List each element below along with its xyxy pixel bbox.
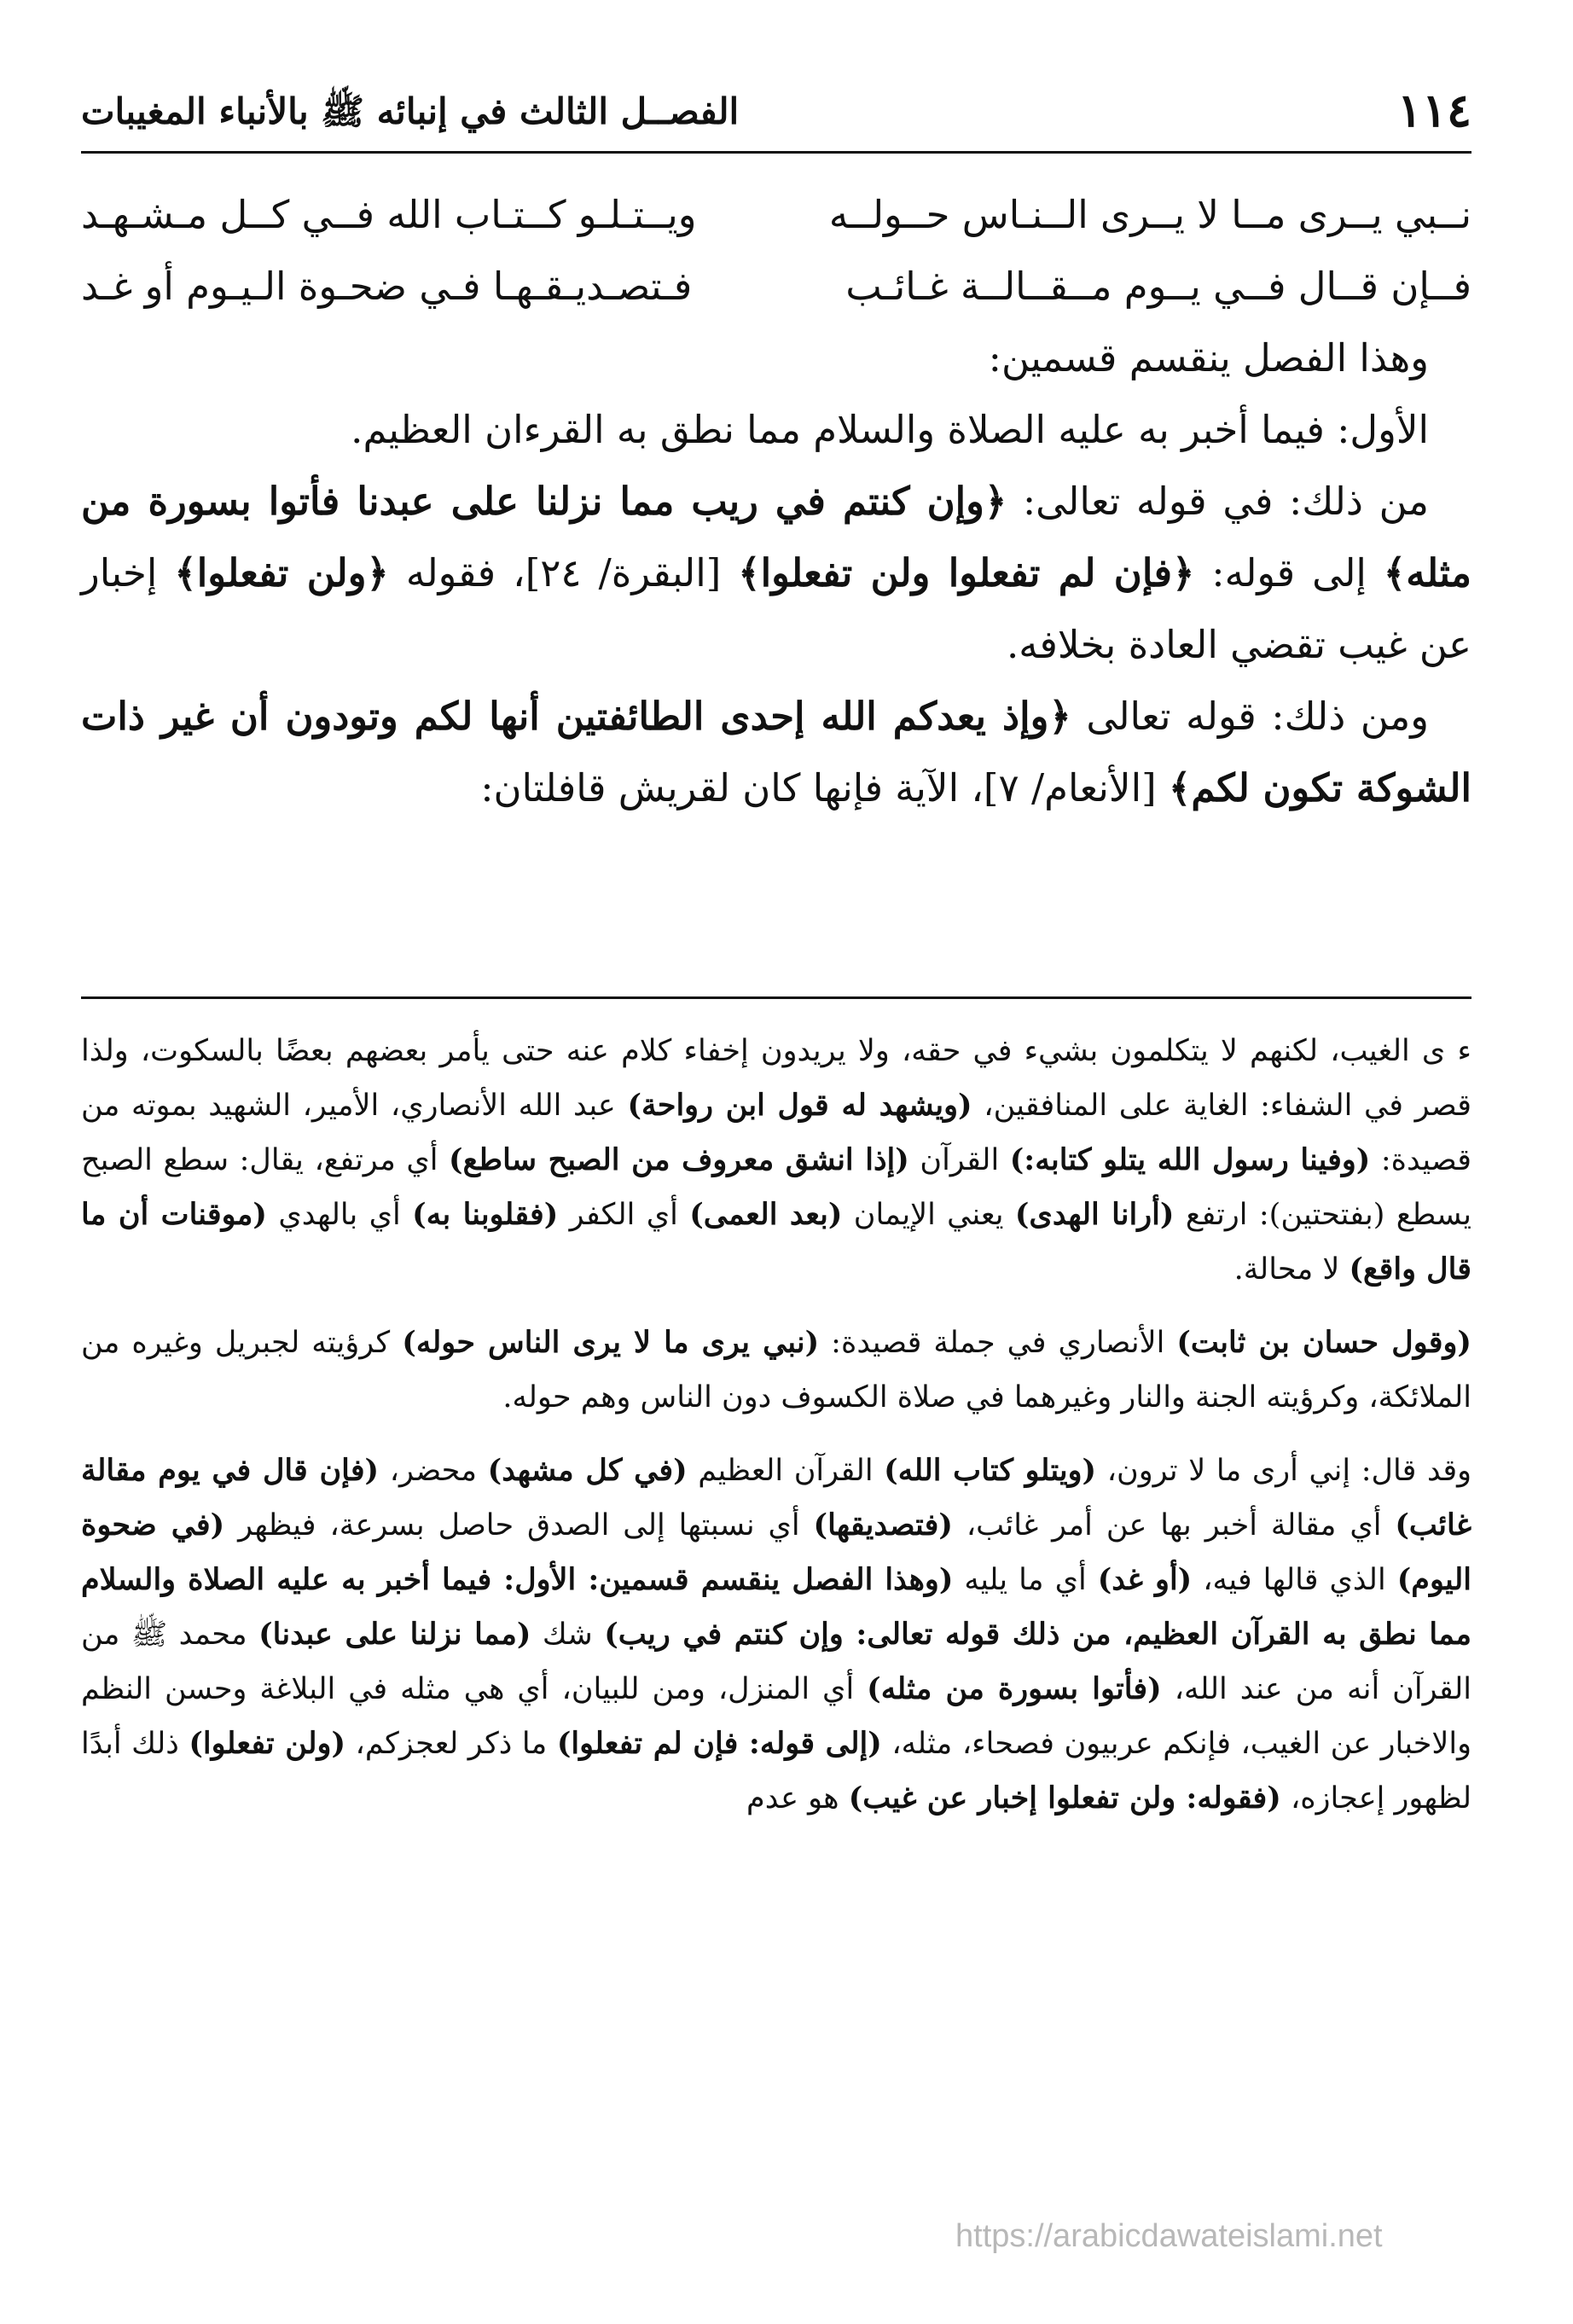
text-run: كرؤيته لجبريل وغيره من الملائكة، وكرؤيته الجنة والنار وغيرهما في صلاة الكسوف دون الناس وهم حوله. bbox=[81, 1326, 1471, 1415]
text-run: ء ى الغيب، لكنهم لا يتكلمون بشيء في حقه، ولا يريدون إخفاء كلام عنه حتى يأمر بعضهم بعضًا بالسكوت، ولذا قصر في الشفاء: الغاية على المنافقين، bbox=[81, 1034, 1472, 1123]
quoted-phrase: (ولن تفعلوا) bbox=[189, 1726, 346, 1761]
text-run: أي بالهدي bbox=[266, 1198, 413, 1232]
commentary-notes bbox=[81, 1024, 1471, 1845]
quoted-phrase: (أرانا الهدى) bbox=[1014, 1197, 1175, 1232]
source-watermark: https://arabicdawateislami.net bbox=[955, 2218, 1383, 2254]
paragraph-anfal bbox=[81, 681, 1471, 824]
quoted-phrase: (بعد العمى) bbox=[689, 1197, 843, 1232]
quran-quote: ﴿فإن لم تفعلوا ولن تفعلوا﴾ bbox=[738, 550, 1195, 596]
quoted-phrase: (فأتوا بسورة من مثله) bbox=[867, 1671, 1162, 1706]
text-run: [الأنعام/ ٧]، الآية فإنها كان لقريش قافلتان: bbox=[480, 765, 1169, 810]
quoted-phrase: (وهذا الفصل ينقسم قسمين: الأول: فيما أخبر به عليه الصلاة والسلام مما نطق به القرآن العظيم، من ذلك قوله تعالى: وإن كنتم في ريب) bbox=[81, 1562, 1471, 1652]
paragraph-intro: وهذا الفصل ينقسم قسمين: bbox=[988, 335, 1429, 381]
quran-quote: ﴿وإذ يعدكم الله إحدى الطائفتين أنها لكم وتودون أن غير ذات الشوكة تكون لكم﴾ bbox=[81, 694, 1471, 810]
quoted-phrase: (فإن قال في يوم مقالة غائب) bbox=[81, 1453, 1472, 1543]
quoted-phrase: (وقول حسان بن ثابت) bbox=[1176, 1325, 1471, 1360]
text-run: الأنصاري في جملة قصيدة: bbox=[819, 1326, 1177, 1360]
text-run: شك bbox=[531, 1618, 605, 1652]
quoted-phrase: (موقنات أن ما قال واقع) bbox=[81, 1197, 1471, 1287]
text-run: القرآن bbox=[908, 1143, 1010, 1177]
quoted-phrase: (فتصديقها) bbox=[813, 1508, 953, 1543]
text-run: يعني الإيمان bbox=[842, 1198, 1015, 1232]
verse-hemistich-second: ويــتـلـو كــتـاب الله فــي كــل مـشـهـد bbox=[81, 192, 697, 237]
text-run: أي الكفر bbox=[558, 1198, 690, 1232]
text-run: وقد قال: إني أرى ما لا ترون، bbox=[1096, 1454, 1471, 1488]
text-run: إلى قوله: bbox=[1194, 550, 1384, 596]
text-run: ذلك أبدًا لظهور إعجازه، bbox=[81, 1727, 1471, 1816]
text-run: أي مرتفع، يقال: سطع الصبح يسطع (بفتحتين): ارتفع bbox=[81, 1143, 1472, 1232]
paragraph-baqarah bbox=[81, 466, 1471, 681]
page-header bbox=[81, 81, 1471, 154]
text-run: ومن ذلك: قوله تعالى bbox=[1071, 694, 1429, 739]
text-run: أي ما يليه bbox=[953, 1563, 1098, 1597]
quoted-phrase: (في كل مشهد) bbox=[487, 1453, 688, 1488]
text-run: أي نسبتها إلى الصدق حاصل بسرعة، فيظهر bbox=[224, 1508, 814, 1543]
quoted-phrase: (فقلوبنا به) bbox=[412, 1197, 559, 1232]
quoted-phrase: (إلى قوله: فإن لم تفعلوا) bbox=[556, 1726, 882, 1761]
text-run: عبد الله الأنصاري، الأمير، الشهيد بموته من قصيدة: bbox=[81, 1089, 1471, 1177]
paragraph-first-section: الأول: فيما أخبر به عليه الصلاة والسلام مما نطق به القرءان العظيم. bbox=[351, 407, 1429, 452]
quoted-phrase: (إذا انشق معروف من الصبح ساطع) bbox=[449, 1142, 909, 1177]
quoted-phrase: (ويشهد له قول ابن رواحة) bbox=[627, 1088, 972, 1123]
text-run: أي المنزل، ومن للبيان، أي هي مثله في البلاغة وحسن النظم والاخبار عن الغيب، فإنكم عربيون فصحاء، مثله، bbox=[81, 1672, 1471, 1761]
text-run: محضر، bbox=[379, 1454, 488, 1488]
note-paragraph-2 bbox=[81, 1316, 1471, 1425]
quoted-phrase: (نبي يرى ما لا يرى الناس حوله) bbox=[402, 1325, 820, 1360]
verse-hemistich-first: نــبي يــرى مــا لا يــرى الــنـاس حــولــه bbox=[828, 192, 1471, 237]
quoted-phrase: (فقوله: ولن تفعلوا إخبار عن غيب) bbox=[848, 1781, 1281, 1816]
note-paragraph-1 bbox=[81, 1024, 1471, 1297]
main-text bbox=[81, 179, 1471, 824]
quran-quote: ﴿ولن تفعلوا﴾ bbox=[174, 550, 389, 596]
text-run: [البقرة/ ٢٤]، فقوله bbox=[388, 550, 739, 596]
running-title: الفصــل الثالث في إنبائه ﷺ بالأنباء المغيبات bbox=[81, 90, 740, 132]
text-run: القرآن العظيم bbox=[687, 1454, 885, 1488]
text-run: أي مقالة أخبر بها عن أمر غائب، bbox=[952, 1508, 1396, 1543]
text-run: إخبار عن غيب تقضي العادة بخلافه. bbox=[81, 550, 1471, 667]
poem-verse-2 bbox=[81, 251, 1471, 322]
text-run: ما ذكر لعجزكم، bbox=[345, 1727, 557, 1761]
quran-quote: ﴿وإن كنتم في ريب مما نزلنا على عبدنا فأتوا بسورة من مثله﴾ bbox=[81, 479, 1471, 596]
quoted-phrase: (وفينا رسول الله يتلو كتابه:) bbox=[1009, 1142, 1371, 1177]
text-run: محمد ﷺ من القرآن أنه من عند الله، bbox=[81, 1618, 1472, 1706]
text-run: هو عدم bbox=[746, 1781, 849, 1816]
verse-hemistich-first: فــإن قــال فــي يــوم مــقــالــة غـائـب bbox=[845, 264, 1471, 309]
poem-verse-1 bbox=[81, 179, 1471, 251]
text-run: الذي قالها فيه، bbox=[1192, 1563, 1397, 1597]
quoted-phrase: (مما نزلنا على عبدنا) bbox=[258, 1617, 531, 1652]
text-run: لا محالة. bbox=[1233, 1252, 1350, 1287]
quoted-phrase: (ويتلو كتاب الله) bbox=[884, 1453, 1097, 1488]
quoted-phrase: (في ضحوة اليوم) bbox=[81, 1508, 1471, 1597]
text-run: من ذلك: في قوله تعالى: bbox=[1007, 479, 1429, 524]
verse-hemistich-second: فـتصـديـقـهـا فـي ضحـوة الـيـوم أو غـد bbox=[81, 264, 693, 309]
footnote-separator bbox=[81, 996, 1471, 999]
note-paragraph-3 bbox=[81, 1444, 1471, 1826]
page-number: ١١٤ bbox=[1396, 83, 1471, 137]
quoted-phrase: (أو غد) bbox=[1097, 1562, 1193, 1597]
